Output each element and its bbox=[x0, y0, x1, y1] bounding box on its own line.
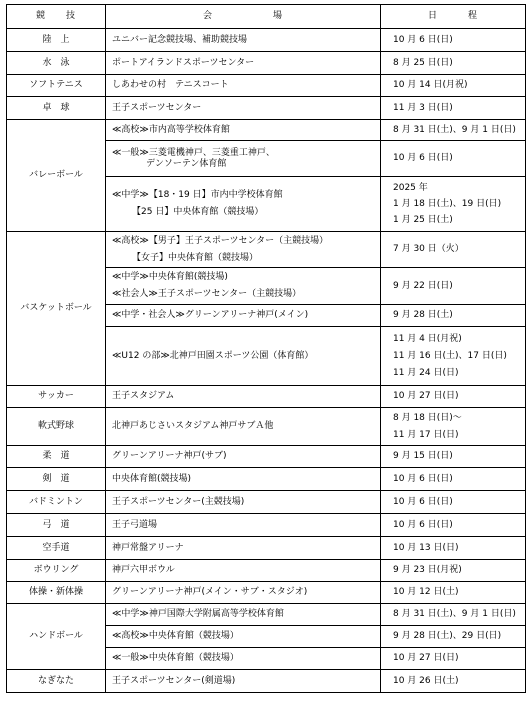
table-row bbox=[7, 491, 526, 514]
sport-name: 卓 球 bbox=[7, 97, 106, 120]
date-cell: 10 月 14 日(月祝) bbox=[381, 75, 526, 97]
date-cell: 10 月 6 日(日) bbox=[381, 514, 526, 537]
date-cell: 9 月 28 日(土)、29 日(日) bbox=[381, 626, 526, 648]
sport-name: バレーボール bbox=[7, 120, 106, 232]
table-row bbox=[7, 52, 526, 75]
venue-cell: グリーンアリーナ神戸(サブ) bbox=[106, 446, 381, 468]
date-cell: 7 月 30 日（火） bbox=[381, 232, 526, 268]
date-cell: 10 月 6 日(日) bbox=[381, 29, 526, 52]
venue-cell: ≪高校≫市内高等学校体育館 bbox=[106, 120, 381, 141]
table-row bbox=[7, 468, 526, 491]
date-cell bbox=[381, 327, 526, 386]
date-cell: 11 月 3 日(日) bbox=[381, 97, 526, 120]
table-row bbox=[7, 408, 526, 446]
sport-name: 体操・新体操 bbox=[7, 582, 106, 604]
date-cell: 10 月 27 日(日) bbox=[381, 648, 526, 670]
header-date: 日 程 bbox=[381, 5, 526, 29]
venue-cell: ポートアイランドスポーツセンター bbox=[106, 52, 381, 75]
table-row bbox=[7, 670, 526, 693]
date-cell: 8 月 31 日(土)、9 月 1 日(日) bbox=[381, 604, 526, 626]
venue-cell: ユニバー記念競技場、補助競技場 bbox=[106, 29, 381, 52]
sport-name: 軟式野球 bbox=[7, 408, 106, 446]
venue-line: ≪高校≫【男子】王子スポーツセンター（主競技場） bbox=[112, 235, 329, 246]
venue-cell: 王子スポーツセンター bbox=[106, 97, 381, 120]
table-row bbox=[7, 97, 526, 120]
table-row bbox=[7, 514, 526, 537]
date-cell: 10 月 12 日(土) bbox=[381, 582, 526, 604]
venue-line: ≪一般≫三菱電機神戸、三菱重工神戸、 bbox=[112, 147, 275, 158]
sport-name: 柔 道 bbox=[7, 446, 106, 468]
date-cell: 10 月 13 日(日) bbox=[381, 537, 526, 560]
venue-cell: 神戸常盤アリーナ bbox=[106, 537, 381, 560]
venue-cell: 北神戸あじさいスタジアム神戸サブＡ他 bbox=[106, 408, 381, 446]
date-cell: 9 月 23 日(月祝) bbox=[381, 560, 526, 582]
table-row bbox=[7, 232, 526, 268]
venue-line: ≪中学≫中央体育館(競技場) bbox=[112, 272, 228, 282]
sport-name: 弓 道 bbox=[7, 514, 106, 537]
sport-name: バドミントン bbox=[7, 491, 106, 514]
date-cell: 9 月 28 日(土) bbox=[381, 305, 526, 327]
sport-name: 剣 道 bbox=[7, 468, 106, 491]
date-cell: 10 月 27 日(日) bbox=[381, 386, 526, 408]
date-cell: 9 月 15 日(日) bbox=[381, 446, 526, 468]
date-line: 2025 年 bbox=[393, 182, 428, 193]
date-cell bbox=[381, 408, 526, 446]
venue-line: 【25 日】中央体育館（競技場） bbox=[132, 207, 264, 217]
venue-cell bbox=[106, 268, 381, 305]
venue-cell: ≪U12 の部≫北神戸田園スポーツ公園（体育館） bbox=[106, 327, 381, 386]
sport-name: ソフトテニス bbox=[7, 75, 106, 97]
venue-cell: 神戸六甲ボウル bbox=[106, 560, 381, 582]
table-row bbox=[7, 29, 526, 52]
sport-name: なぎなた bbox=[7, 670, 106, 693]
table-row bbox=[7, 560, 526, 582]
date-cell: 10 月 6 日(日) bbox=[381, 491, 526, 514]
date-line: 11 月 16 日(土)、17 日(日) bbox=[393, 350, 507, 361]
sport-name: 水 泳 bbox=[7, 52, 106, 75]
header-sport: 競 技 bbox=[7, 5, 106, 29]
date-cell: 9 月 22 日(日) bbox=[381, 268, 526, 305]
venue-cell bbox=[106, 141, 381, 177]
table-row bbox=[7, 604, 526, 626]
venue-cell: ≪一般≫中央体育館（競技場） bbox=[106, 648, 381, 670]
venue-cell: 王子スポーツセンター(剣道場) bbox=[106, 670, 381, 693]
schedule-table-wrapper bbox=[6, 4, 526, 693]
table-row bbox=[7, 582, 526, 604]
venue-cell: ≪中学≫神戸国際大学附属高等学校体育館 bbox=[106, 604, 381, 626]
header-row bbox=[7, 5, 526, 29]
date-line: 1 月 25 日(土) bbox=[393, 214, 453, 225]
date-line: 11 月 4 日(月祝) bbox=[393, 333, 462, 344]
sport-name: バスケットボール bbox=[7, 232, 106, 386]
date-line: 11 月 17 日(日) bbox=[393, 429, 459, 440]
date-cell: 10 月 6 日(日) bbox=[381, 468, 526, 491]
venue-line: ≪社会人≫王子スポーツセンター（主競技場） bbox=[112, 289, 302, 299]
date-cell: 8 月 31 日(土)、9 月 1 日(日) bbox=[381, 120, 526, 141]
venue-cell: ≪中学・社会人≫グリーンアリーナ神戸(メイン) bbox=[106, 305, 381, 327]
header-venue: 会 場 bbox=[106, 5, 381, 29]
venue-cell bbox=[106, 232, 381, 268]
table-row bbox=[7, 120, 526, 141]
sport-name: 陸 上 bbox=[7, 29, 106, 52]
date-line: 1 月 18 日(土)、19 日(日) bbox=[393, 198, 502, 209]
table-row bbox=[7, 446, 526, 468]
date-cell: 8 月 25 日(日) bbox=[381, 52, 526, 75]
venue-line: デンソーテン体育館 bbox=[146, 158, 227, 169]
sport-name: ハンドボール bbox=[7, 604, 106, 670]
date-cell bbox=[381, 177, 526, 232]
sport-name: サッカー bbox=[7, 386, 106, 408]
date-cell: 10 月 6 日(日) bbox=[381, 141, 526, 177]
venue-line: 【女子】中央体育館（競技場） bbox=[132, 252, 259, 263]
venue-cell: 王子スタジアム bbox=[106, 386, 381, 408]
sport-name: 空手道 bbox=[7, 537, 106, 560]
venue-cell: 王子弓道場 bbox=[106, 514, 381, 537]
table-row bbox=[7, 75, 526, 97]
venue-cell bbox=[106, 177, 381, 232]
venue-line: ≪中学≫【18・19 日】市内中学校体育館 bbox=[112, 190, 283, 200]
venue-cell: ≪高校≫中央体育館（競技場） bbox=[106, 626, 381, 648]
venue-cell: グリーンアリーナ神戸(メイン・サブ・スタジオ) bbox=[106, 582, 381, 604]
sport-name: ボウリング bbox=[7, 560, 106, 582]
table-row bbox=[7, 386, 526, 408]
table-row bbox=[7, 537, 526, 560]
venue-cell: 王子スポーツセンター(主競技場) bbox=[106, 491, 381, 514]
venue-cell: 中央体育館(競技場) bbox=[106, 468, 381, 491]
venue-cell: しあわせの村 テニスコート bbox=[106, 75, 381, 97]
date-line: 8 月 18 日(日)～ bbox=[393, 412, 462, 423]
date-cell: 10 月 26 日(土) bbox=[381, 670, 526, 693]
schedule-table bbox=[6, 4, 526, 693]
date-line: 11 月 24 日(日) bbox=[393, 367, 459, 378]
